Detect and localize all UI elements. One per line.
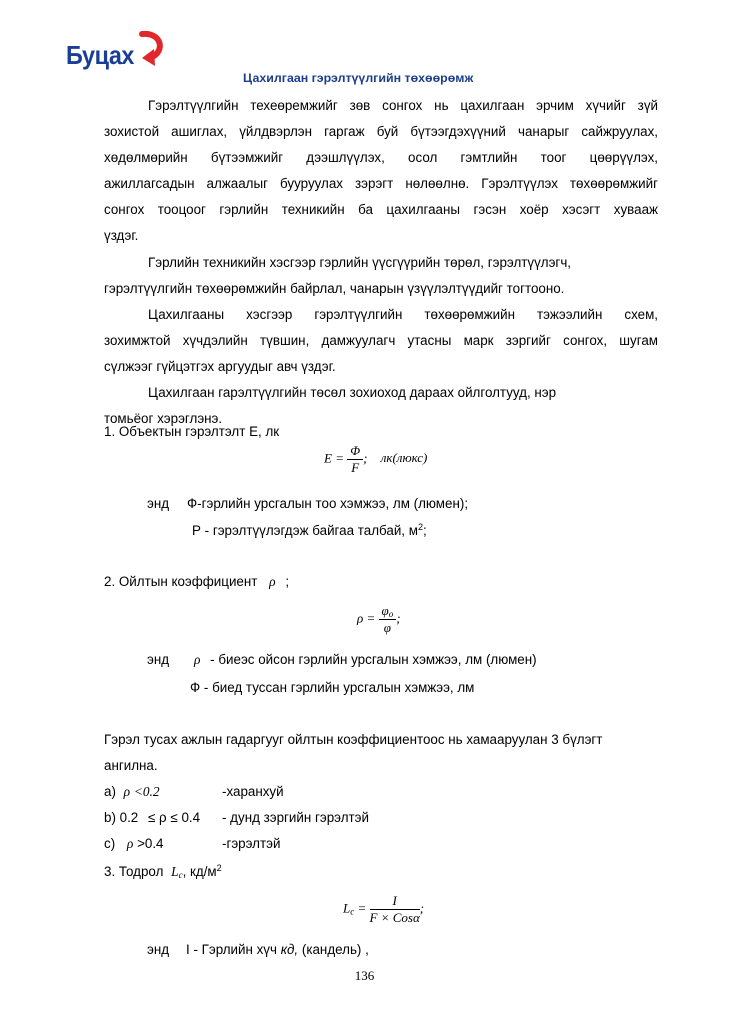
reflection-numerator: $\varphi_o$ [379, 603, 397, 620]
where-label-2: энд [147, 652, 170, 667]
illuminance-formula [324, 443, 427, 476]
formula-lhs: E = [324, 450, 344, 466]
fraction-numerator: Φ [347, 443, 363, 460]
electric-line-2: зохимжтой хүчдэлийн түвшин, дамжуулагч утасны марк зэргийг сонгох, шугам [104, 333, 658, 348]
class-row-b: b) 0.2 ≤ ρ ≤ 0.4 [104, 810, 201, 825]
where-label-1: энд [147, 496, 170, 511]
luminance-fraction [370, 893, 420, 926]
where-label-3: энд [147, 942, 170, 957]
light-line-2: гэрэлтүүлгийн төхөөрөмжийн байрлал, чанарын үзүүлэлтүүдийг тогтооно. [104, 281, 565, 296]
intro-line-2: зохистой ашиглах, үйлдвэрлэн гаргаж буй бүтээгдэхүүний чанарыг сайжруулах, [104, 124, 658, 139]
classes-intro-line-1: Гэрэл тусах ажлын гадаргууг ойлтын коэффициентоос нь хамааруулан 3 бүлэгт [104, 732, 603, 747]
intro-line-5: сонгох тооцоог гэрлийн техникийн ба цахилгааны гэсэн хоёр хэсэгт хувааж [104, 202, 658, 217]
incident-flux-definition: Ф - биед туссан гэрлийн урсгалын хэмжээ, лм [190, 680, 475, 695]
luminance-formula: $L_c$ = $\frac{I}{\text{F × Cosα}}$ ; [343, 893, 425, 925]
curved-return-arrow-icon[interactable] [136, 28, 170, 68]
intensity-definition: I - Гэрлийн хүч кд, (кандель) , [186, 942, 369, 957]
formula-fraction [347, 443, 363, 476]
terms-line-1: Цахилгаан гарэлтүүлгийн төсөл зохиоход дараах ойлголтууд, нэр [148, 385, 557, 400]
intro-line-3: хөдөлмөрийн бүтээмжийг дээшлүүлэх, осол гэмтлийн тоог цөөрүүлэх, [104, 150, 658, 165]
fraction-denominator: F [351, 460, 360, 475]
illuminance-heading: 1. Объектын гэрэлтэлт Е, лк [104, 424, 280, 439]
formula-unit: лк(люкс) [380, 450, 428, 466]
area-definition: Р - гэрэлтүүлэгдэж байгаа талбай, $м^2$; [192, 522, 427, 538]
luminance-heading: 3. Тодрол $L_c$, $кд/м^2$ [104, 863, 222, 880]
page-number: 136 [354, 968, 375, 983]
class-desc-b: - дунд зэргийн гэрэлтэй [222, 810, 369, 825]
class-row-c: c) ρ >0.4 [104, 836, 164, 851]
intro-line-4: ажиллагсадын алжаалыг бууруулах зэрэгт нөлөөлнө. Гэрэлтүүлэх төхөөрөмжийг [104, 176, 658, 191]
class-desc-c: -гэрэлтэй [222, 836, 281, 851]
reflection-formula: ρ = $\frac{\varphi_o}{\varphi}$ ; [357, 603, 401, 635]
reflected-flux-definition: ρ - биеэс ойсон гэрлийн урсгалын хэмжээ, лм (люмен) [194, 652, 537, 667]
reflection-heading: 2. Ойлтын коэффициент ρ ; [104, 574, 290, 589]
luminance-denominator: F × Cosα [369, 910, 420, 925]
class-row-a: a) ρ <0.2 [104, 784, 160, 799]
intro-line-1: Гэрэлтүүлгийн техеөремжийг зөв сонгох нь цахилгаан эрчим хүчийг зүй [148, 98, 658, 113]
class-desc-a: -харанхуй [222, 784, 284, 799]
classes-intro-line-2: ангилна. [104, 758, 158, 773]
terms-line-2: томьёог хэрэглэнэ. [104, 411, 223, 426]
reflection-denominator: φ [383, 620, 391, 635]
page-title: Цахилгаан гэрэлтүүлгийн төхөөрөмж [243, 71, 474, 85]
intro-line-6: үздэг. [104, 228, 139, 243]
formula-separator: ; [363, 450, 368, 466]
reflection-fraction [379, 603, 397, 636]
flux-definition: Ф-гэрлийн урсгалын тоо хэмжээ, лм (люмен); [187, 496, 469, 511]
electric-line-3: сүлжээг гүйцэтгэх аргуудыг авч үздэг. [104, 359, 336, 374]
back-button[interactable] [66, 40, 170, 70]
rho-symbol: ρ [269, 574, 276, 589]
light-line-1: Гэрлийн техникийн хэсгээр гэрлийн үүсгүүрийн төрөл, гэрэлтүүлэгч, [148, 255, 572, 270]
luminance-numerator: I [370, 893, 420, 910]
back-label[interactable]: Буцах [66, 40, 134, 70]
electric-line-1: Цахилгааны хэсгээр гэрэлтүүлгийн төхөөрөмжийн тэжээлийн схем, [148, 307, 658, 322]
